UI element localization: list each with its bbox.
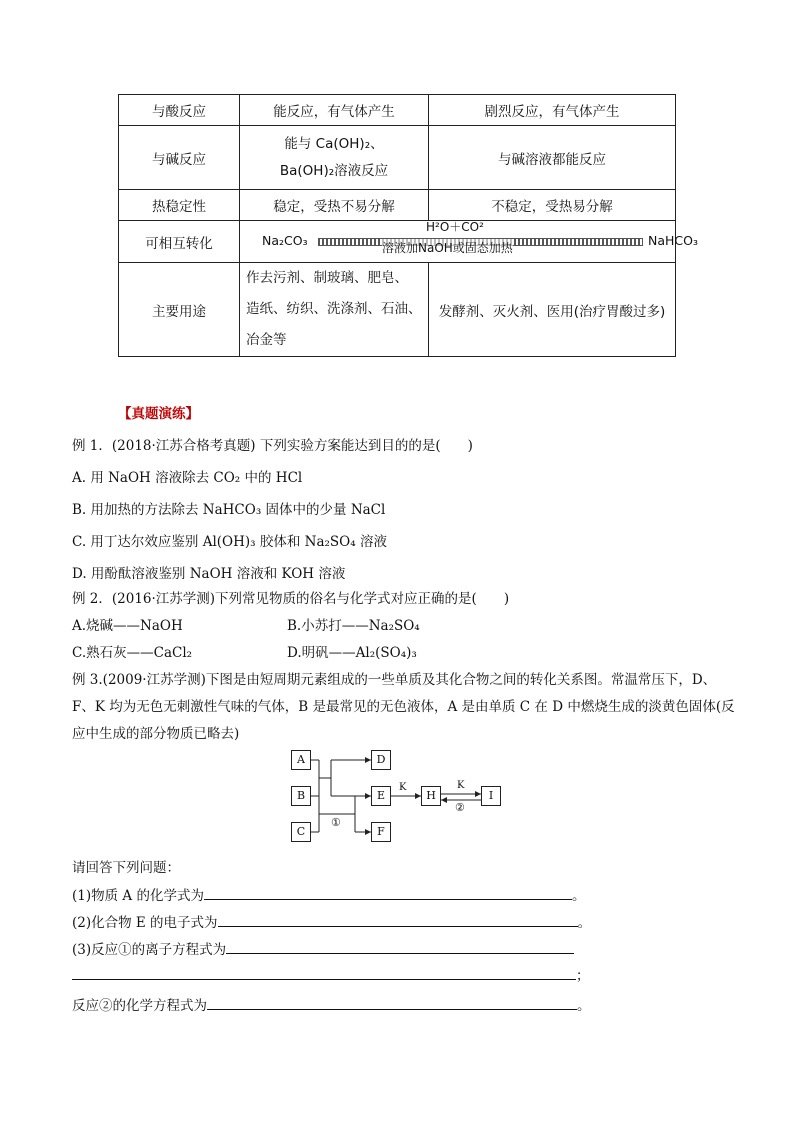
q1-option-a: A. 用 NaOH 溶液除去 CO₂ 中的 HCl [72,470,303,486]
reaction-1-label: ① [331,816,341,829]
q3-line1: 例 3.(2009·江苏学测)下图是由短周期元素组成的一些单质及其化合物之间的转化关系图。常温常压下，D、 [72,672,717,688]
box-a: A [291,750,311,770]
box-h: H [421,786,441,806]
interconversion-below: 溶液加NaOH或固态加热 [382,241,513,255]
table-row [119,95,676,126]
box-c: C [291,822,311,842]
row-label: 可相互转化 [119,221,240,263]
q3-sub1-text: (1)物质 A 的化学式为 [72,888,204,904]
sodium-bicarbonate-cell: 不稳定，受热易分解 [429,190,676,221]
q3-sub2-text: (2)化合物 E 的电子式为 [72,915,218,931]
sodium-carbonate-cell [240,126,429,190]
table-row [119,263,676,357]
q2-option-a: A.烧碱——NaOH [72,618,183,634]
row-label: 与碱反应 [119,126,240,190]
q3-sub3-end: ； [576,968,590,984]
q2-option-c: C.熟石灰——CaCl₂ [72,645,193,661]
comparison-table [118,94,698,357]
cell-line: 冶金等 [246,332,287,348]
box-f: F [371,822,391,842]
q1-option-b: B. 用加热的方法除去 NaHCO₃ 固体中的少量 NaCl [72,502,386,518]
interconversion-right: NaHCO₃ [648,233,698,248]
box-d: D [371,750,391,770]
row-label: 热稳定性 [119,190,240,221]
q2-option-d: D.明矾——Al₂(SO₄)₃ [287,645,417,661]
answer-blank[interactable] [72,965,576,980]
q3-sub1 [72,884,585,904]
section-title: 【真题演练】 [118,406,199,422]
q3-sub4-end: 。 [577,998,591,1014]
interconversion-cell [240,220,698,263]
q3-sub4 [72,994,591,1014]
reagent-k-label: K [399,782,407,793]
q3-sub3-text: (3)反应①的离子方程式为 [72,942,227,958]
sodium-bicarbonate-cell: 发酵剂、灭火剂、医用(治疗胃酸过多) [429,263,676,357]
box-e: E [371,786,391,806]
sodium-bicarbonate-cell: 与碱溶液都能反应 [429,126,676,190]
box-b: B [291,786,311,806]
q3-line3: 应中生成的部分物质已略去) [72,726,240,742]
q3-sub3 [72,938,574,958]
q3-sub3-cont [72,964,590,984]
sodium-carbonate-cell: 能反应，有气体产生 [240,95,429,126]
table-row [119,190,676,221]
answer-blank[interactable] [218,912,578,927]
cell-line: 造纸、纺织、洗涤剂、石油、 [246,301,422,317]
q2-option-b: B.小苏打——Na₂SO₄ [287,618,420,634]
q3-sub1-end: 。 [571,888,586,904]
answer-blank[interactable] [226,939,574,954]
q1-stem: 例 1．(2018·江苏合格考真题) 下列实验方案能达到目的的是( ) [72,438,473,454]
q1-option-d: D. 用酚酞溶液鉴别 NaOH 溶液和 KOH 溶液 [72,566,346,582]
q3-prompt: 请回答下列问题： [72,860,180,876]
interconversion-above: H²O＋CO² [426,220,484,234]
q3-sub2 [72,911,591,931]
sodium-bicarbonate-cell: 剧烈反应，有气体产生 [429,95,676,126]
box-i: I [481,786,501,806]
cell-line: Ba(OH)₂溶液反应 [279,162,389,179]
answer-blank[interactable] [207,995,577,1010]
cell-line: 能与 Ca(OH)₂、 [284,135,384,152]
sodium-carbonate-cell: 稳定，受热不易分解 [240,190,429,221]
answer-blank[interactable] [204,885,572,900]
reaction-2-label: ② [455,801,465,814]
sodium-carbonate-cell [240,263,429,357]
row-label: 主要用途 [119,263,240,357]
q3-line2: F、K 均为无色无刺激性气味的气体，B 是最常见的无色液体，A 是由单质 C 在 D 中燃烧生成的淡黄色固体(反 [72,699,735,715]
q3-sub4-text: 反应②的化学方程式为 [72,998,207,1014]
table-row [119,126,676,190]
q3-sub2-end: 。 [577,915,592,931]
row-label: 与酸反应 [119,95,240,126]
q2-stem: 例 2．(2016·江苏学测)下列常见物质的俗名与化学式对应正确的是( ) [72,591,510,607]
cell-line: 作去污剂、制玻璃、肥皂、 [246,270,408,286]
reaction-diagram [285,748,515,848]
interconversion-left: Na₂CO₃ [262,233,308,248]
table-row [119,221,676,263]
reagent-k-label: K [457,780,465,791]
q1-option-c: C. 用丁达尔效应鉴别 Al(OH)₃ 胶体和 Na₂SO₄ 溶液 [72,534,387,550]
